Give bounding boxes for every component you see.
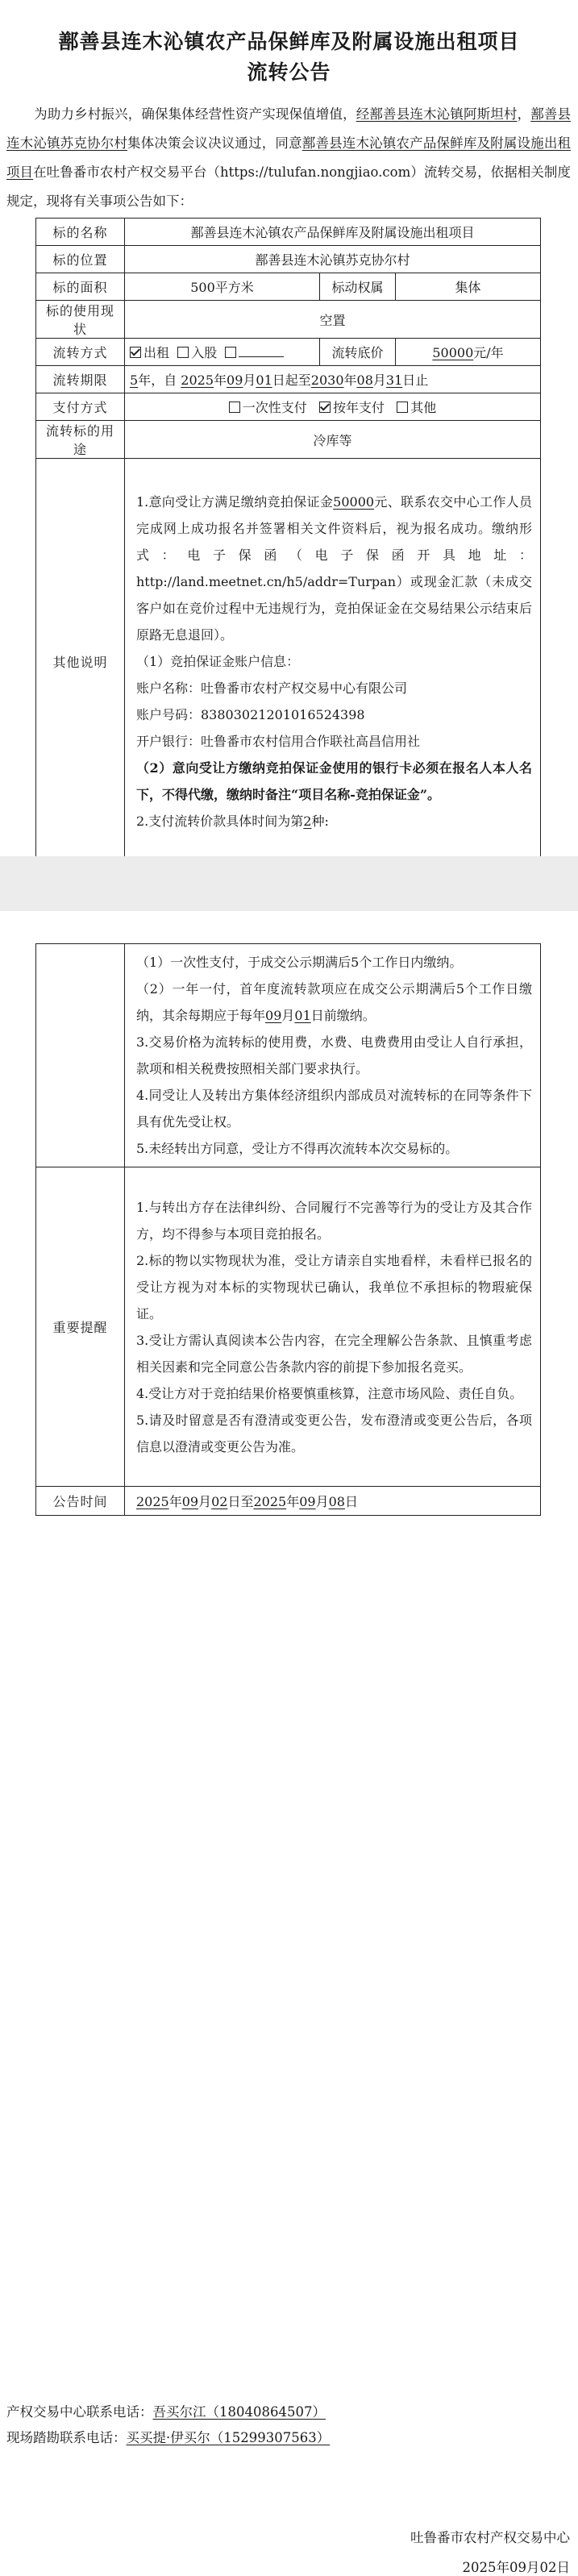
page-gap xyxy=(0,856,578,911)
intro-paragraph xyxy=(6,100,571,216)
method-label: 流转方式 xyxy=(36,339,125,366)
term-label: 流转期限 xyxy=(36,366,125,393)
method-options xyxy=(125,339,320,366)
period-text: 年 xyxy=(168,1494,182,1509)
period-value xyxy=(125,1487,541,1516)
term-text: 年 xyxy=(214,372,227,388)
table-row xyxy=(36,393,541,421)
period-text: 月 xyxy=(198,1494,212,1509)
use-value: 冷库等 xyxy=(125,421,541,459)
checkbox-icon xyxy=(225,347,236,358)
due-month: 09 xyxy=(265,1008,282,1023)
note-item: 开户银行：吐鲁番市农村信用合作联社高昌信用社 xyxy=(136,734,421,749)
term-years: 5 xyxy=(130,372,139,388)
area-label: 标的面积 xyxy=(36,273,125,301)
owner-label: 标动权属 xyxy=(320,273,396,301)
intro-text: 为助力乡村振兴，确保集体经营性资产实现保值增值， xyxy=(34,106,356,122)
site-contact-label: 现场踏勘联系电话： xyxy=(6,2430,127,2445)
checkbox-icon xyxy=(397,402,408,413)
use-label: 流转标的用途 xyxy=(36,421,125,459)
intro-project-name: 鄯善县连木沁镇农产品保鲜库及附属设施出租项目 xyxy=(6,135,572,180)
table-row xyxy=(36,218,541,246)
reserve-label: 流转底价 xyxy=(320,339,396,366)
reserve-amount: 50000 xyxy=(432,345,474,360)
document-subtitle: 流转公告 xyxy=(247,60,331,84)
location-value: 鄯善县连木沁镇苏克协尔村 xyxy=(125,246,541,273)
payment-options xyxy=(125,393,541,421)
signature-org: 吐鲁番市农村产权交易中心 xyxy=(410,2530,570,2545)
name-label: 标的名称 xyxy=(36,218,125,246)
period-end-year: 2025 xyxy=(253,1494,287,1509)
period-text: 年 xyxy=(286,1494,300,1509)
table-row xyxy=(36,421,541,459)
owner-value: 集体 xyxy=(396,273,541,301)
note-item xyxy=(136,489,532,648)
note-item xyxy=(136,808,532,834)
table-row xyxy=(36,1167,541,1487)
note-text: （2）一年一付，首年度流转款项应在成交公示期满后5个工作日缴纳，其余每期应于每年 xyxy=(136,981,532,1023)
payment-type-number: 2 xyxy=(303,814,312,829)
note-text: 种: xyxy=(311,814,329,829)
reminder-item: 3.受让方需认真阅读本公告内容，在完全理解公告条款、且慎重考虑相关因素和完全同意公告条款内容的前提下参加报名竞买。 xyxy=(136,1332,532,1375)
intro-text: 集体决策会议决议通过，同意 xyxy=(127,135,302,151)
table-row xyxy=(36,1487,541,1516)
method-option-share: 入股 xyxy=(191,345,218,360)
table-row xyxy=(36,944,541,1167)
reminder-item: 2.标的物以实物现状为准，受让方请亲自实地看样，未看样已报名的受让方视为对本标的实物现状已确认，我单位不承担标的物瑕疵保证。 xyxy=(136,1252,532,1321)
note-item: 4.同受让人及转出方集体经济组织内部成员对流转标的在同等条件下具有优先受让权。 xyxy=(136,1088,532,1130)
reserve-unit: 元/年 xyxy=(473,345,504,360)
other-label: 其他说明 xyxy=(36,459,125,865)
term-text: 月 xyxy=(372,372,386,388)
term-text: 年 xyxy=(343,372,357,388)
note-item: （1）竞拍保证金账户信息： xyxy=(136,654,300,669)
period-start-year: 2025 xyxy=(136,1494,169,1509)
reminder-item: 5.请及时留意是否有澄清或变更公告，发布澄清或变更公告后，各项信息以澄清或变更公告为准。 xyxy=(136,1412,532,1454)
intro-text: ， xyxy=(517,106,531,122)
table-row xyxy=(36,459,541,865)
note-text: 日前缴纳。 xyxy=(310,1008,376,1023)
period-label: 公告时间 xyxy=(36,1487,125,1516)
note-item: 5.未经转出方同意，受让方不得再次流转本次交易标的。 xyxy=(136,1141,459,1156)
table-row xyxy=(36,246,541,273)
page-1 xyxy=(0,0,578,856)
table-row xyxy=(36,339,541,366)
intro-village-1: 经鄯善县连木沁镇阿斯坦村 xyxy=(356,106,518,122)
deposit-amount: 50000 xyxy=(333,494,375,510)
term-text: 月 xyxy=(243,372,256,388)
term-end-year: 2030 xyxy=(310,372,344,388)
checkbox-icon xyxy=(177,347,189,358)
note-item: 3.交易价格为流转标的使用费，水费、电费费用由受让人自行承担，款项和相关税费按照相关部门要求执行。 xyxy=(136,1034,532,1076)
area-value: 500平方米 xyxy=(125,273,320,301)
center-contact-label: 产权交易中心联系电话： xyxy=(6,2404,153,2420)
announcement-table xyxy=(35,218,541,865)
note-item: （1）一次性支付，于成交公示期满后5个工作日内缴纳。 xyxy=(136,955,463,970)
status-value: 空置 xyxy=(125,301,541,339)
period-start-day: 02 xyxy=(211,1494,228,1509)
term-start-month: 09 xyxy=(227,372,243,388)
note-text: 1.意向受让方满足缴纳竞拍保证金 xyxy=(136,494,334,510)
table-row xyxy=(36,273,541,301)
note-text: 月 xyxy=(281,1008,295,1023)
term-start-day: 01 xyxy=(256,372,272,388)
site-contact xyxy=(6,2427,330,2446)
term-start-year: 2025 xyxy=(181,372,214,388)
period-end-day: 08 xyxy=(328,1494,345,1509)
term-value xyxy=(125,366,541,393)
reminder-item: 4.受让方对于竞拍结果价格要慎重核算，注意市场风险、责任自负。 xyxy=(136,1385,523,1401)
period-text: 日至 xyxy=(227,1494,254,1509)
center-contact-value: 吾买尔江（18040864507） xyxy=(152,2404,326,2420)
note-item: 账户名称：吐鲁番市农村产权交易中心有限公司 xyxy=(136,680,408,696)
checked-box-icon xyxy=(130,347,141,358)
period-end-month: 09 xyxy=(299,1494,316,1509)
checkbox-icon xyxy=(229,402,240,413)
payment-option-once: 一次性支付 xyxy=(242,400,307,415)
announcement-table-continued xyxy=(35,943,541,1516)
signature-date: 2025年09月02日 xyxy=(462,2560,570,2575)
location-label: 标的位置 xyxy=(36,246,125,273)
term-text: 日止 xyxy=(402,372,429,388)
document-title: 鄯善县连木沁镇农产品保鲜库及附属设施出租项目 xyxy=(58,30,520,53)
checked-box-icon xyxy=(319,402,331,413)
reserve-value xyxy=(396,339,541,366)
other-notes xyxy=(125,459,541,865)
intro-text: 在吐鲁番市农村产权交易平台（https://tulufan.nongjiao.com）流转交易，依据相关制度规定，现将有关事项公告如下： xyxy=(6,164,571,209)
period-text: 日 xyxy=(344,1494,358,1509)
period-text: 月 xyxy=(315,1494,329,1509)
term-text: 日起至 xyxy=(272,372,311,388)
note-item xyxy=(136,976,532,1029)
payment-option-other: 其他 xyxy=(410,400,437,415)
other-notes-cont xyxy=(125,944,541,1167)
note-item: 账户号码：83803021201016524398 xyxy=(136,707,365,722)
reminder-list xyxy=(125,1167,541,1487)
term-end-month: 08 xyxy=(356,372,373,388)
other-label-cont xyxy=(36,944,125,1167)
center-contact xyxy=(6,2401,326,2420)
note-item: （2）意向受让方缴纳竞拍保证金使用的银行卡必须在报名人本人名下，不得代缴，缴纳时备注“项目名称-竞拍保证金”。 xyxy=(136,760,533,802)
status-label: 标的使用现状 xyxy=(36,301,125,339)
reminder-item: 1.与转出方存在法律纠纷、合同履行不完善等行为的受让方及其合作方，均不得参与本项目竞拍报名。 xyxy=(136,1199,532,1242)
note-text: 元、联系农交中心工作人员完成网上成功报名并签署相关文件资料后，视为报名成功。缴纳形式：电子保函（电子保函开具地址：http://land.meetnet.cn/h5/addr=Turpan）或现金汇款（未成交客户如在竞价过程中无违规行为，竞拍保证金在交易结果公示结束后原路无息退回）。 xyxy=(136,494,533,643)
payment-option-yearly: 按年支付 xyxy=(333,400,385,415)
term-text: 年，自 xyxy=(138,372,177,388)
table-row xyxy=(36,301,541,339)
site-contact-value: 买买提·伊买尔（15299307563） xyxy=(126,2430,331,2445)
table-row xyxy=(36,366,541,393)
intro-village-2: 鄯善县连木沁镇苏克协尔村 xyxy=(6,106,572,151)
period-start-month: 09 xyxy=(181,1494,199,1509)
reminder-label: 重要提醒 xyxy=(36,1167,125,1487)
payment-label: 支付方式 xyxy=(36,393,125,421)
note-text: 2.支付流转价款具体时间为第 xyxy=(136,814,304,829)
name-value: 鄯善县连木沁镇农产品保鲜库及附属设施出租项目 xyxy=(125,218,541,246)
blank-line xyxy=(239,345,284,357)
term-end-day: 31 xyxy=(385,372,403,388)
method-option-lease: 出租 xyxy=(143,345,170,360)
due-day: 01 xyxy=(294,1008,311,1023)
